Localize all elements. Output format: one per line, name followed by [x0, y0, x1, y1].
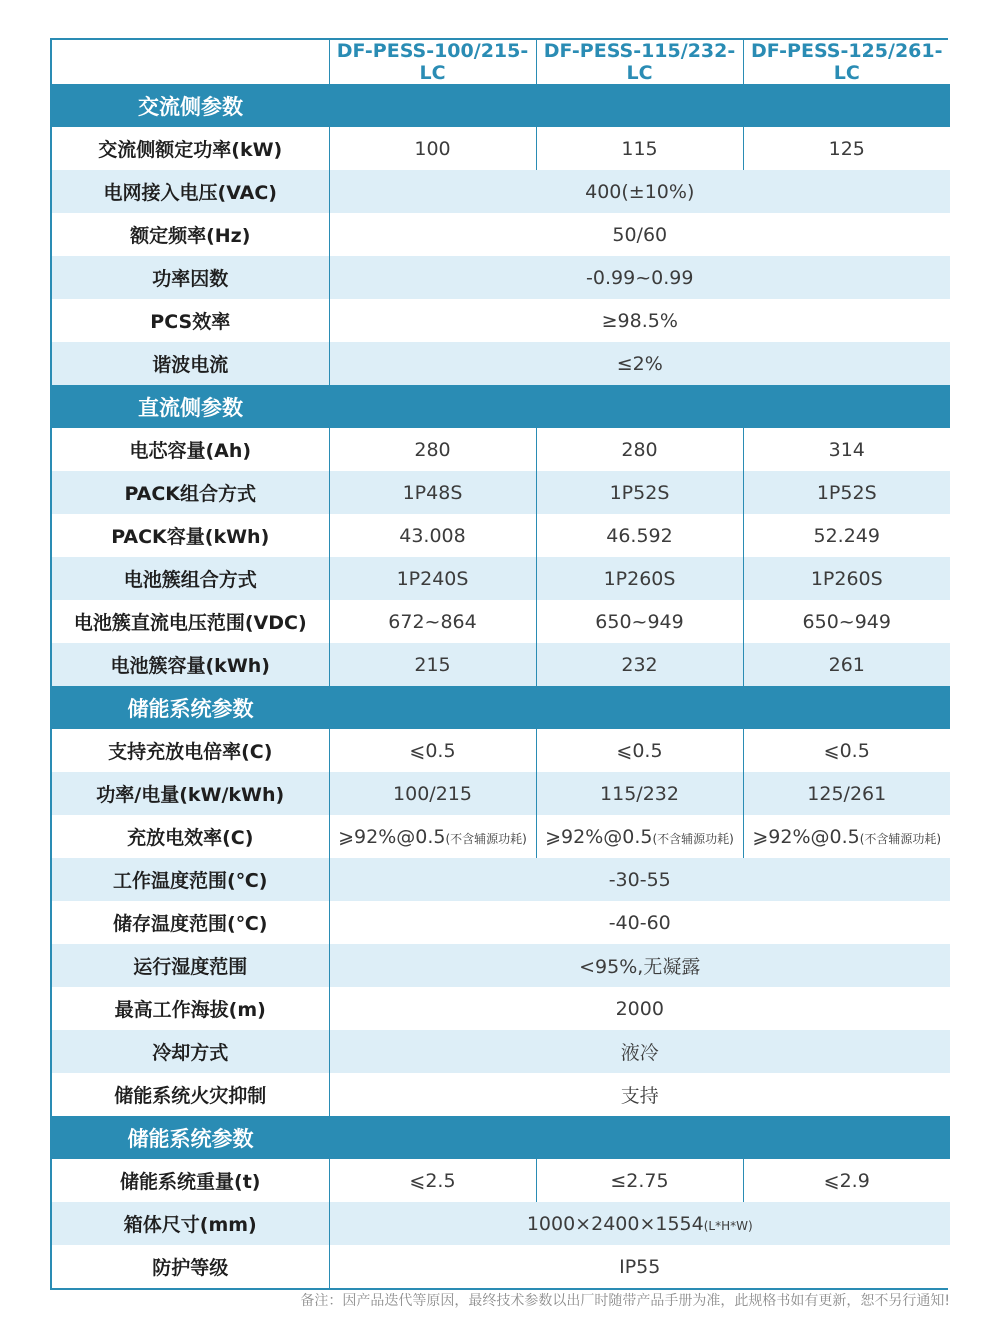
row-label: 工作温度范围(℃) — [113, 870, 268, 892]
value-text: ≥98.5% — [601, 309, 678, 332]
table-row — [52, 170, 950, 213]
table-row — [52, 815, 950, 858]
value-text: ≤2.75 — [610, 1169, 669, 1192]
row-label: 防护等级 — [152, 1257, 229, 1279]
table-row — [52, 1159, 950, 1202]
value-text: ⩾92%@0.5 — [752, 825, 860, 848]
table-row — [52, 643, 950, 686]
value-text: 261 — [828, 653, 865, 676]
value-text: 液冷 — [620, 1042, 659, 1064]
row-value — [743, 514, 950, 557]
row-value — [743, 127, 950, 170]
header-corner — [52, 40, 329, 84]
row-value — [536, 471, 743, 514]
value-text: -30-55 — [608, 868, 671, 891]
row-label: 额定频率(Hz) — [130, 225, 251, 247]
row-value-merged — [329, 1202, 950, 1245]
value-text: 1P48S — [402, 481, 463, 504]
section-header — [52, 385, 950, 428]
value-text: 1P240S — [396, 567, 469, 590]
row-label: 交流侧额定功率(kW) — [98, 139, 283, 161]
row-value-merged — [329, 213, 950, 256]
table-row — [52, 944, 950, 987]
model-header: DF-PESS-115/232-LC — [536, 40, 743, 84]
footnote: 备注：因产品迭代等原因，最终技术参数以出厂时随带产品手册为准，此规格书如有更新，恕不另行通知! — [300, 1293, 950, 1309]
value-text: 支持 — [620, 1085, 659, 1107]
row-label: 充放电效率(C) — [127, 827, 254, 849]
section-header — [52, 84, 950, 127]
value-text: 2000 — [615, 997, 664, 1020]
section-header — [52, 686, 950, 729]
model-header: DF-PESS-100/215-LC — [329, 40, 536, 84]
row-value — [536, 514, 743, 557]
row-value — [743, 643, 950, 686]
value-text: 50/60 — [612, 223, 668, 246]
value-text: 672~864 — [388, 610, 477, 633]
row-value — [329, 514, 536, 557]
row-label: 电池簇直流电压范围(VDC) — [73, 612, 307, 634]
value-text: 1P260S — [810, 567, 883, 590]
table-row — [52, 729, 950, 772]
value-text: ≤2% — [616, 352, 663, 375]
table-row — [52, 127, 950, 170]
row-value — [329, 600, 536, 643]
row-value — [743, 729, 950, 772]
section-title: 交流侧参数 — [52, 84, 329, 127]
value-text: 215 — [414, 653, 451, 676]
table-row — [52, 299, 950, 342]
row-label: 最高工作海拔(m) — [114, 999, 266, 1021]
table-row — [52, 1245, 950, 1288]
value-text: 400(±10%) — [585, 180, 695, 203]
row-label: 电网接入电压(VAC) — [103, 182, 277, 204]
value-text: -0.99~0.99 — [586, 266, 694, 289]
row-label: 功率因数 — [152, 268, 229, 290]
row-label: 储能系统火灾抑制 — [114, 1085, 267, 1107]
row-label: PACK组合方式 — [124, 483, 257, 505]
row-value-merged — [329, 901, 950, 944]
section-fill — [329, 385, 950, 428]
row-value-merged — [329, 1030, 950, 1073]
table-row — [52, 987, 950, 1030]
row-value — [329, 772, 536, 815]
spec-table-container — [50, 38, 948, 1290]
row-value-merged — [329, 858, 950, 901]
row-value — [536, 428, 743, 471]
row-label: 电池簇组合方式 — [123, 569, 257, 591]
row-value — [536, 557, 743, 600]
value-suffix: (不含辅源功耗) — [652, 831, 734, 846]
table-row — [52, 901, 950, 944]
value-text: 100/215 — [393, 782, 472, 805]
value-text: 100 — [414, 137, 451, 160]
value-text: -40-60 — [608, 911, 671, 934]
row-label: 支持充放电倍率(C) — [108, 741, 273, 763]
table-row — [52, 256, 950, 299]
value-text: 650~949 — [802, 610, 891, 633]
value-text: ⩽0.5 — [616, 739, 663, 762]
row-value — [743, 815, 950, 858]
table-row — [52, 772, 950, 815]
row-value-merged — [329, 944, 950, 987]
section-fill — [329, 686, 950, 729]
value-text: 1P260S — [603, 567, 676, 590]
row-value — [329, 557, 536, 600]
value-text: <95%,无凝露 — [579, 956, 701, 978]
model-header-row — [52, 40, 950, 84]
table-row — [52, 213, 950, 256]
row-value — [743, 1159, 950, 1202]
row-label: 谐波电流 — [152, 354, 229, 376]
row-label: 箱体尺寸(mm) — [123, 1214, 257, 1236]
row-value — [329, 1159, 536, 1202]
row-value — [329, 127, 536, 170]
row-value — [743, 772, 950, 815]
value-text: 1P52S — [609, 481, 670, 504]
table-row — [52, 557, 950, 600]
row-value-merged — [329, 1245, 950, 1288]
value-text: IP55 — [619, 1255, 661, 1278]
row-value-merged — [329, 987, 950, 1030]
table-row — [52, 858, 950, 901]
row-label: 电芯容量(Ah) — [129, 440, 252, 462]
model-header: DF-PESS-125/261-LC — [743, 40, 950, 84]
table-row — [52, 1202, 950, 1245]
value-text: ⩽2.5 — [409, 1169, 456, 1192]
section-fill — [329, 84, 950, 127]
section-title: 储能系统参数 — [52, 686, 329, 729]
value-text: 46.592 — [606, 524, 673, 547]
row-value-merged — [329, 342, 950, 385]
row-label: 运行湿度范围 — [133, 956, 248, 978]
value-text: ⩽0.5 — [409, 739, 456, 762]
row-value-merged — [329, 256, 950, 299]
row-label: PCS效率 — [150, 311, 231, 333]
row-value-merged — [329, 299, 950, 342]
row-value — [743, 600, 950, 643]
section-header — [52, 1116, 950, 1159]
table-row — [52, 514, 950, 557]
value-text: 1P52S — [816, 481, 877, 504]
row-label: 电池簇容量(kWh) — [110, 655, 270, 677]
section-fill — [329, 1116, 950, 1159]
row-value — [329, 643, 536, 686]
row-value — [536, 127, 743, 170]
row-value — [743, 428, 950, 471]
table-row — [52, 1073, 950, 1116]
value-suffix: (不含辅源功耗) — [445, 831, 527, 846]
table-row — [52, 342, 950, 385]
row-label: 冷却方式 — [152, 1042, 229, 1064]
value-text: 43.008 — [399, 524, 466, 547]
row-label: PACK容量(kWh) — [111, 526, 270, 548]
row-value — [536, 600, 743, 643]
value-suffix: (不含辅源功耗) — [859, 831, 942, 846]
table-row — [52, 428, 950, 471]
row-value — [536, 729, 743, 772]
row-label: 功率/电量(kW/kWh) — [96, 784, 285, 806]
row-value — [743, 471, 950, 514]
value-text: ⩾92%@0.5 — [545, 825, 653, 848]
row-value — [329, 815, 536, 858]
table-row — [52, 1030, 950, 1073]
value-text: 1000×2400×1554 — [526, 1212, 704, 1235]
row-label: 储能系统重量(t) — [120, 1171, 261, 1193]
value-text: ⩾92%@0.5 — [338, 825, 446, 848]
value-text: 314 — [828, 438, 865, 461]
row-value — [536, 643, 743, 686]
value-text: 280 — [621, 438, 658, 461]
row-label: 储存温度范围(℃) — [113, 913, 268, 935]
value-suffix: (L*H*W) — [703, 1218, 753, 1233]
row-value — [329, 729, 536, 772]
spec-table — [52, 40, 950, 1288]
row-value — [329, 471, 536, 514]
value-text: 650~949 — [595, 610, 684, 633]
row-value — [329, 428, 536, 471]
row-value — [743, 557, 950, 600]
section-title: 直流侧参数 — [52, 385, 329, 428]
value-text: 115/232 — [600, 782, 679, 805]
row-value — [536, 1159, 743, 1202]
value-text: 125 — [828, 137, 865, 160]
value-text: 232 — [621, 653, 658, 676]
value-text: ⩽2.9 — [823, 1169, 870, 1192]
row-value-merged — [329, 170, 950, 213]
value-text: ⩽0.5 — [823, 739, 870, 762]
row-value-merged — [329, 1073, 950, 1116]
table-row — [52, 471, 950, 514]
value-text: 52.249 — [813, 524, 880, 547]
row-value — [536, 815, 743, 858]
value-text: 280 — [414, 438, 451, 461]
section-title: 储能系统参数 — [52, 1116, 329, 1159]
table-row — [52, 600, 950, 643]
value-text: 125/261 — [807, 782, 887, 805]
row-value — [536, 772, 743, 815]
value-text: 115 — [621, 137, 658, 160]
